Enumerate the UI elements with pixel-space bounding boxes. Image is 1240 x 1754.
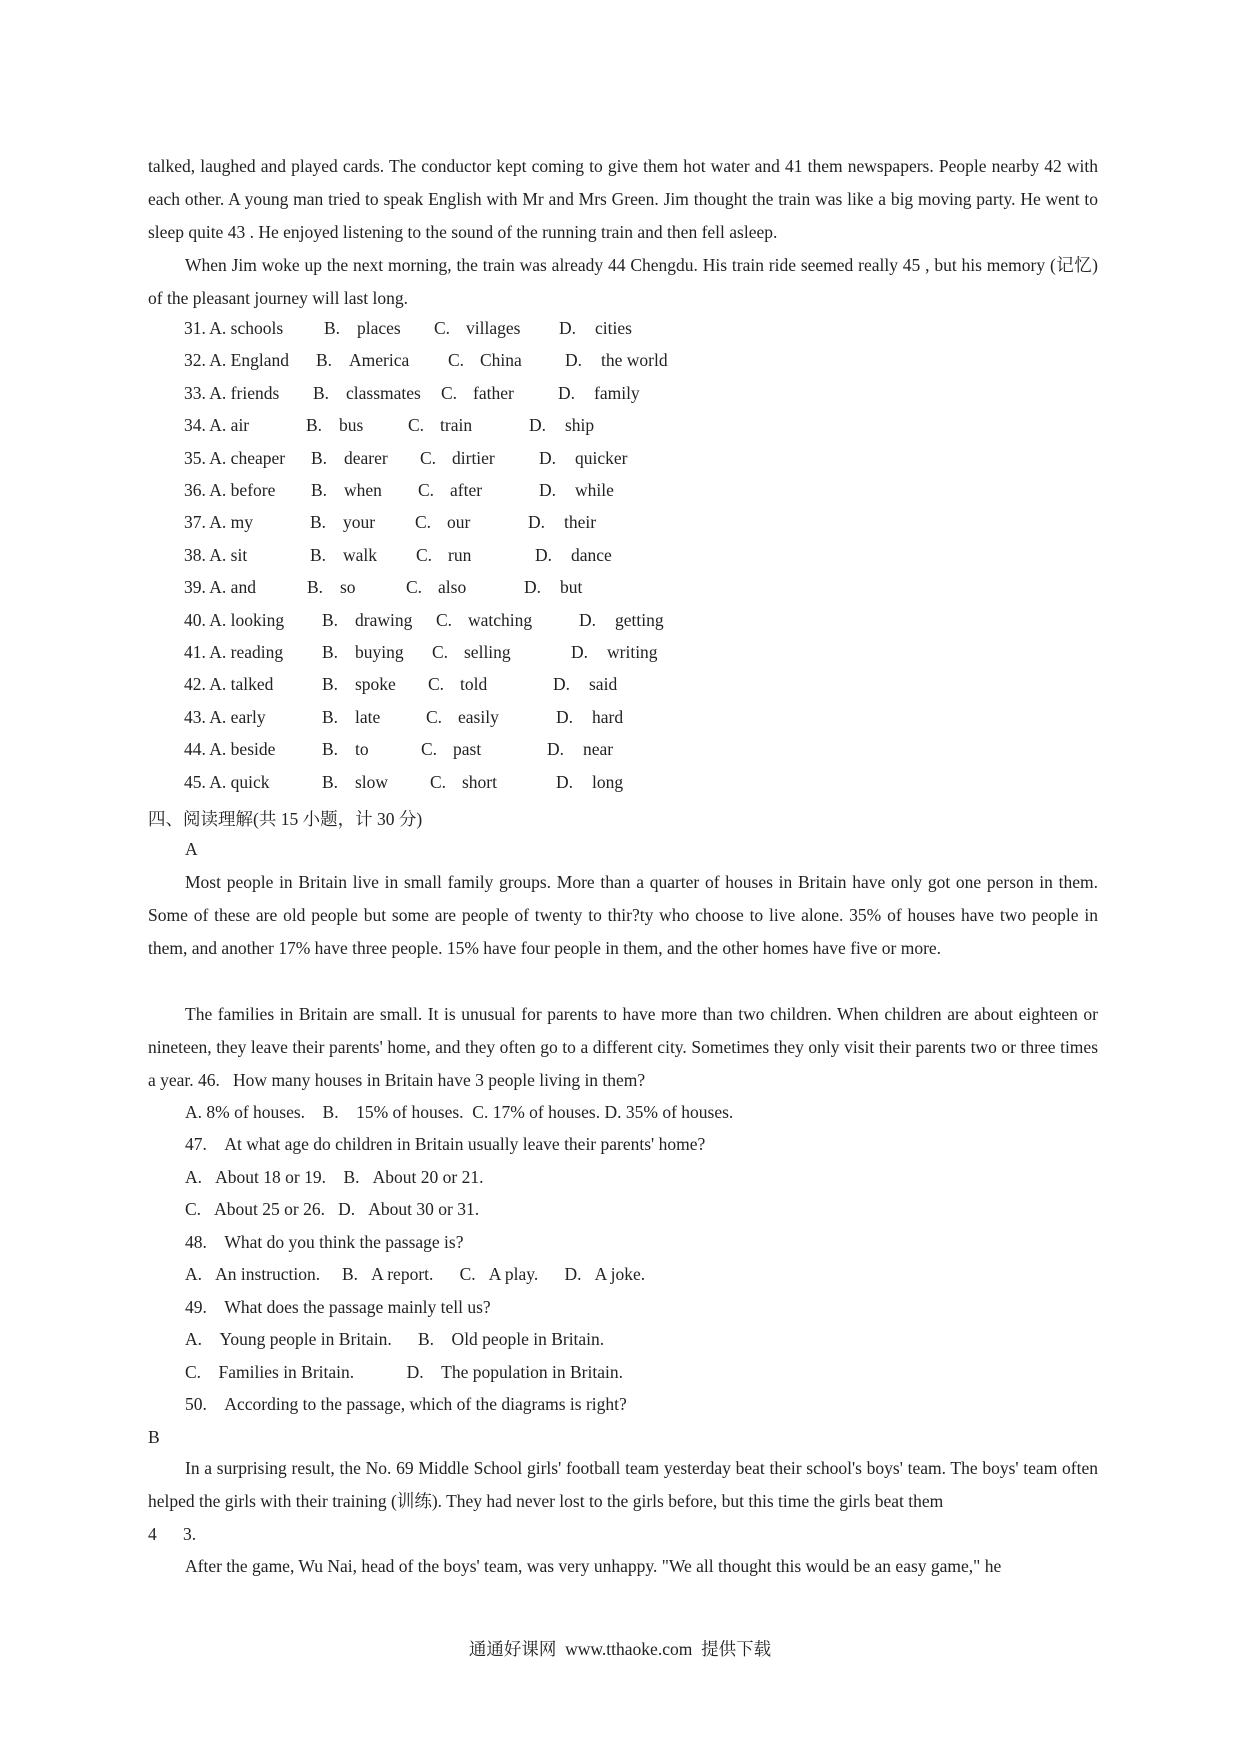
question-47: 47. At what age do children in Britain usually leave their parents' home? (185, 1134, 706, 1154)
option-c-letter: C. (415, 512, 432, 533)
option-b-letter: B. (322, 642, 339, 662)
option-c: short (462, 771, 497, 792)
option-d-letter: D. (529, 415, 547, 436)
option-b-letter: B. (307, 577, 324, 598)
option-a: 42. A. talked (184, 674, 274, 695)
passage-b-paragraph-1-end: 4 3. (148, 1524, 197, 1544)
cloze-paragraph-2: When Jim woke up the next morning, the train was already 44 Chengdu. His train ride seemed really 45 , but his memory (记忆) of the pleasant journey will last long. (148, 255, 1098, 308)
option-d-letter: D. (571, 642, 589, 662)
passage-a-paragraph-1: Most people in Britain live in small family groups. More than a quarter of houses in Britain have only got one person in them. Some of these are old people but some are people of twenty to thir?ty who choose to live alone. 35% of houses have two people in them, and another 17% have three people. 15% have four people in them, and the other homes have five or more. (148, 872, 1098, 958)
option-a: 32. A. England (184, 350, 289, 371)
option-a: 45. A. quick (184, 771, 270, 792)
option-c-letter: C. (406, 577, 423, 598)
passage-b-paragraph-2: After the game, Wu Nai, head of the boys' team, was very unhappy. "We all thought this would be an easy game," he (185, 1556, 1002, 1576)
question-48: 48. What do you think the passage is? (185, 1232, 464, 1252)
option-b-letter: B. (310, 512, 327, 533)
option-b: to (355, 739, 369, 760)
question-49-options-cd: C. Families in Britain. D. The population in Britain. (185, 1362, 623, 1382)
option-d-letter: D. (558, 382, 576, 403)
question-46-options: A. 8% of houses. B. 15% of houses. C. 17% of houses. D. 35% of houses. (185, 1102, 734, 1122)
option-b-letter: B. (322, 674, 339, 695)
option-a: 34. A. air (184, 415, 250, 436)
option-d: cities (595, 318, 632, 338)
option-b: walk (343, 544, 378, 565)
option-c-letter: C. (434, 318, 451, 338)
option-a: 41. A. reading (184, 642, 284, 662)
option-d-letter: D. (539, 447, 557, 468)
option-c-letter: C. (428, 674, 445, 695)
option-b-letter: B. (311, 480, 328, 500)
option-d: near (583, 739, 614, 760)
option-c: dirtier (452, 447, 495, 468)
option-d: family (594, 382, 640, 403)
section-heading: 四、阅读理解(共 15 小题，计 30 分) (148, 809, 423, 829)
option-c: easily (458, 706, 499, 727)
option-b: buying (355, 642, 404, 662)
option-c-letter: C. (448, 350, 465, 371)
option-d: hard (592, 706, 624, 727)
option-c: China (480, 350, 522, 371)
option-b-letter: B. (311, 447, 328, 468)
option-d: getting (615, 609, 664, 630)
option-d-letter: D. (539, 480, 557, 500)
option-c: villages (466, 318, 521, 338)
option-b-letter: B. (322, 609, 339, 630)
option-d: writing (607, 642, 658, 662)
option-d: their (564, 512, 597, 533)
option-a: 36. A. before (184, 480, 276, 500)
option-d-letter: D. (528, 512, 546, 533)
option-b: America (349, 350, 410, 371)
question-48-options: A. An instruction. B. A report. C. A play. D. A joke. (185, 1264, 646, 1284)
option-c: after (450, 480, 483, 500)
option-c-letter: C. (408, 415, 425, 436)
option-d: long (592, 771, 624, 792)
option-c-letter: C. (421, 739, 438, 760)
option-c: father (473, 382, 514, 403)
option-b-letter: B. (322, 771, 339, 792)
passage-label-b: B (148, 1427, 160, 1447)
option-b-letter: B. (322, 739, 339, 760)
option-d: the world (601, 350, 668, 371)
option-b: spoke (355, 674, 396, 695)
option-d-letter: D. (559, 318, 577, 338)
option-d: ship (565, 415, 595, 436)
option-a: 33. A. friends (184, 382, 280, 403)
option-b: drawing (355, 609, 413, 630)
option-b-letter: B. (313, 382, 330, 403)
option-d: but (560, 577, 583, 598)
option-b-letter: B. (322, 706, 339, 727)
option-c: run (448, 544, 472, 565)
option-b: so (340, 577, 356, 598)
option-d-letter: D. (547, 739, 565, 760)
option-d-letter: D. (553, 674, 571, 695)
option-c-letter: C. (416, 544, 433, 565)
question-50: 50. According to the passage, which of the diagrams is right? (185, 1394, 627, 1414)
option-a: 31. A. schools (184, 318, 284, 338)
option-d-letter: D. (556, 771, 574, 792)
option-d-letter: D. (579, 609, 597, 630)
cloze-paragraph-1: talked, laughed and played cards. The conductor kept coming to give them hot water and 41 them newspapers. People nearby 42 with each other. A young man tried to speak English with Mr and Mrs Green. Jim thought the train was like a big moving party. He went to sleep quite 43 . He enjoyed listening to the sound of the running train and then fell asleep. (148, 156, 1098, 242)
option-b-letter: B. (310, 544, 327, 565)
option-a: 43. A. early (184, 706, 266, 727)
option-c: also (438, 577, 467, 598)
option-c-letter: C. (432, 642, 449, 662)
question-47-options-ab: A. About 18 or 19. B. About 20 or 21. (185, 1167, 484, 1187)
option-b-letter: B. (306, 415, 323, 436)
page-footer: 通通好课网 www.tthaoke.com 提供下载 (468, 1639, 772, 1659)
passage-a-paragraph-2: The families in Britain are small. It is unusual for parents to have more than two children. When children are about eighteen or nineteen, they leave their parents' home, and they often go to a different city. Sometimes they only visit their parents two or three times a year. 46. How many houses in Britain have 3 people living in them? (148, 1004, 1098, 1090)
option-c-letter: C. (436, 609, 453, 630)
option-b-letter: B. (316, 350, 333, 371)
option-b: when (344, 480, 382, 500)
passage-label-a: A (185, 839, 198, 859)
option-a: 44. A. beside (184, 739, 276, 760)
option-d: while (575, 480, 614, 500)
option-c-letter: C. (426, 706, 443, 727)
option-b: late (355, 706, 381, 727)
option-c-letter: C. (441, 382, 458, 403)
option-b-letter: B. (324, 318, 341, 338)
question-49-options-ab: A. Young people in Britain. B. Old people in Britain. (185, 1329, 605, 1349)
option-c: told (460, 674, 488, 695)
option-c: selling (464, 642, 511, 662)
question-47-options-cd: C. About 25 or 26. D. About 30 or 31. (185, 1199, 480, 1219)
option-c-letter: C. (430, 771, 447, 792)
option-b: places (357, 318, 401, 338)
option-d-letter: D. (565, 350, 583, 371)
option-b: classmates (346, 382, 421, 403)
option-b: your (343, 512, 376, 533)
option-b: dearer (344, 447, 388, 468)
option-a: 35. A. cheaper (184, 447, 286, 468)
option-d-letter: D. (524, 577, 542, 598)
option-c: train (440, 415, 473, 436)
option-a: 37. A. my (184, 512, 254, 533)
option-c: our (447, 512, 471, 533)
option-b: slow (355, 771, 389, 792)
option-a: 38. A. sit (184, 544, 248, 565)
option-a: 39. A. and (184, 577, 256, 598)
option-a: 40. A. looking (184, 609, 285, 630)
option-b: bus (339, 415, 364, 436)
option-c-letter: C. (418, 480, 435, 500)
option-d: said (589, 674, 618, 695)
option-d-letter: D. (535, 544, 553, 565)
option-d-letter: D. (556, 706, 574, 727)
option-c: past (453, 739, 482, 760)
option-d: dance (571, 544, 612, 565)
option-c: watching (468, 609, 533, 630)
passage-b-paragraph-1: In a surprising result, the No. 69 Middle School girls' football team yesterday beat their school's boys' team. The boys' team often helped the girls with their training (训练). They had never lost to the girls before, but this time the girls beat them (148, 1458, 1098, 1511)
question-49: 49. What does the passage mainly tell us? (185, 1297, 491, 1317)
option-c-letter: C. (420, 447, 437, 468)
option-d: quicker (575, 447, 628, 468)
